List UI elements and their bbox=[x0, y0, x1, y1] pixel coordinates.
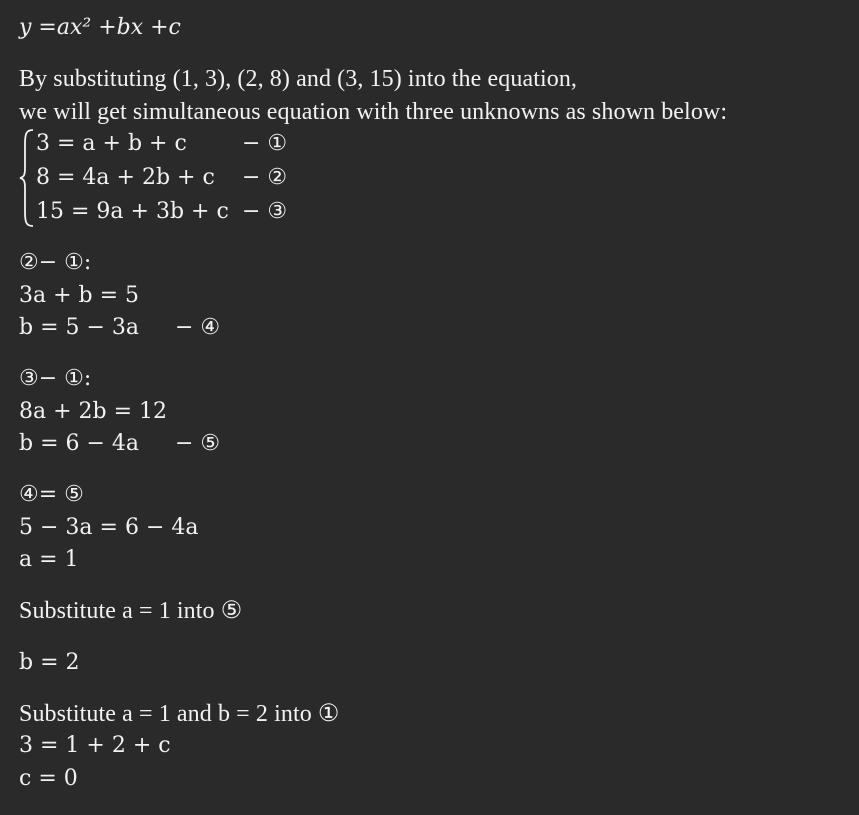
equation-3-tag: − ③ bbox=[242, 199, 288, 224]
substitution-2-equation-b: c = 0 bbox=[19, 766, 78, 791]
substitution-1: Substitute a = 1 into ⑤ bbox=[19, 598, 243, 624]
step-3-equation-a: 5 − 3a = 6 − 4a bbox=[19, 515, 199, 540]
step-3-heading: ④= ⑤ bbox=[19, 482, 84, 507]
equation-3: 15 = 9a + 3b + c bbox=[36, 199, 229, 224]
quadratic-equation: y =ax² +bx +c bbox=[19, 15, 181, 40]
step-2-equation-a: 8a + 2b = 12 bbox=[19, 399, 168, 424]
step-1-equation-b: b = 5 − 3a bbox=[19, 315, 140, 340]
equation-1-tag: − ① bbox=[242, 131, 288, 156]
equation-2: 8 = 4a + 2b + c bbox=[36, 165, 215, 190]
step-2-equation-b-tag: − ⑤ bbox=[175, 431, 221, 456]
intro-line-1: By substituting (1, 3), (2, 8) and (3, 15) into the equation, bbox=[19, 66, 578, 92]
step-3-equation-b: a = 1 bbox=[19, 547, 79, 572]
simultaneous-equations bbox=[19, 128, 349, 228]
intro-line-2: we will get simultaneous equation with three unknowns as shown below: bbox=[19, 99, 728, 125]
step-1-equation-a: 3a + b = 5 bbox=[19, 283, 140, 308]
substitution-2: Substitute a = 1 and b = 2 into ① bbox=[19, 701, 340, 727]
left-brace-icon bbox=[19, 128, 35, 228]
step-1-equation-b-tag: − ④ bbox=[175, 315, 221, 340]
substitution-2-equation-a: 3 = 1 + 2 + c bbox=[19, 733, 171, 758]
step-2-heading: ③− ①: bbox=[19, 366, 92, 391]
equation-1: 3 = a + b + c bbox=[36, 131, 187, 156]
equation-2-tag: − ② bbox=[242, 165, 288, 190]
substitution-1-result: b = 2 bbox=[19, 650, 80, 675]
step-2-equation-b: b = 6 − 4a bbox=[19, 431, 140, 456]
step-1-heading: ②− ①: bbox=[19, 250, 92, 275]
